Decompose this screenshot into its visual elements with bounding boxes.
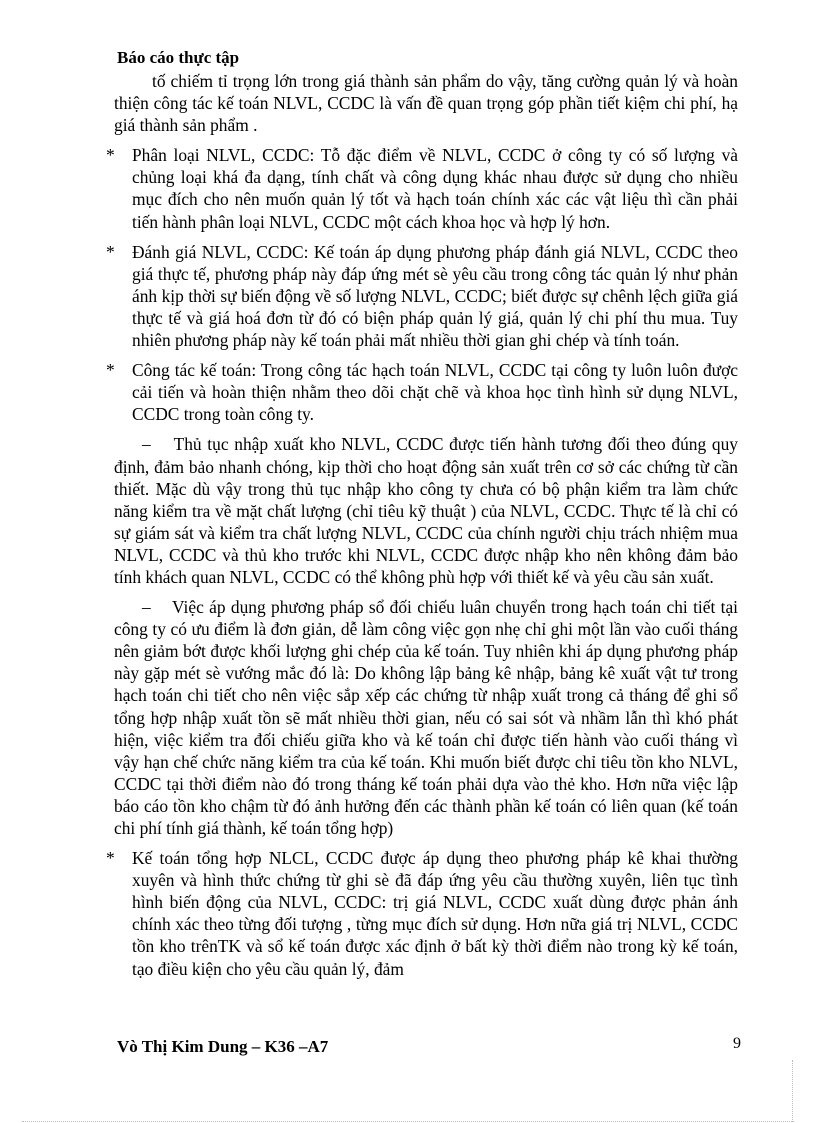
- bullet-general-accounting: [106, 847, 738, 980]
- bullet-mark: *: [106, 145, 115, 166]
- bullet-accounting-text: Công tác kế toán: Trong công tác hạch toán NLVL, CCDC tại công ty luôn luôn được cải tiến và hoàn thiện nhằm theo dõi chặt chẽ và khoa học tình hình sử dụng NLVL, CCDC trong toàn công ty.: [132, 360, 738, 425]
- bullet-valuation: [106, 241, 738, 351]
- intro-paragraph: tố chiếm tỉ trọng lớn trong giá thành sản phẩm do vậy, tăng cường quản lý và hoàn thiện công tác kế toán NLVL, CCDC là vấn đề quan trọng góp phần tiết kiệm chi phí, hạ giá thành sản phẩm .: [114, 71, 738, 136]
- bullet-general-accounting-text: Kế toán tổng hợp NLCL, CCDC được áp dụng theo phương pháp kê khai thường xuyên và hình thức chứng từ ghi sè đã đáp ứng yêu cầu thường xuyên, liên tục tình hình biến động của NLVL, CCDC: trị giá NLVL, CCDC xuất dùng được phản ánh chính xác theo từng đối tượng , từng mục đích sử dụng. Hơn nữa giá trị NLVL, CCDC tồn kho trênTK và sổ kế toán được xác định ở bất kỳ thời điểm nào trong kỳ kế toán, tạo điều kiện cho yêu cầu quản lý, đảm: [132, 848, 738, 979]
- footer-author: Vò Thị Kim Dung – K36 –A7: [117, 1037, 329, 1056]
- bullet-classification-text: Phân loại NLVL, CCDC: Tỗ đặc điểm về NLVL, CCDC ở công ty có số lượng và chủng loại khá đa dạng, tính chất và công dụng khác nhau được sử dụng cho nhiều mục đích cho nên muốn quản lý tốt và hạch toán chính xác các vật liệu thì cần phải tiến hành phân loại NLVL, CCDC một cách khoa học và hợp lý hơn.: [132, 145, 738, 232]
- page-right-divider: [792, 1060, 793, 1122]
- document-body: [106, 70, 738, 988]
- bullet-mark: *: [106, 848, 115, 869]
- dash-mark: –: [142, 597, 151, 618]
- bullet-mark: *: [106, 241, 115, 262]
- page-bottom-divider: [22, 1121, 794, 1122]
- report-header-title: Báo cáo thực tập: [117, 48, 240, 67]
- bullet-mark: *: [106, 360, 115, 381]
- bullet-classification: [106, 144, 738, 232]
- dash-procedure-text: Thủ tục nhập xuất kho NLVL, CCDC được tiến hành tương đối theo đúng quy định, đảm bảo nhanh chóng, kịp thời cho hoạt động sản xuất trên cơ sở các chứng từ cần thiết. Mặc dù vậy trong thủ tục nhập kho công ty chưa có bộ phận kiểm tra làm chức năng kiểm tra về mặt chất lượng (chỉ tiêu kỹ thuật ) của NLVL, CCDC. Thực tế là chỉ có sự giám sát và kiểm tra chất lượng NLVL, CCDC của chính người chịu trách nhiệm mua NLVL, CCDC và thủ kho trước khi NLVL, CCDC được nhập kho nên không đảm bảo tính khách quan NLVL, CCDC có thể không phù hợp với thiết kế và yêu cầu sản xuất.: [114, 434, 738, 587]
- dash-mark: –: [142, 434, 151, 455]
- dash-method: [114, 596, 738, 839]
- page-number: 9: [733, 1035, 741, 1052]
- dash-method-text: Việc áp dụng phương pháp sổ đối chiếu luân chuyển trong hạch toán chi tiết tại công ty có ưu điểm là đơn giản, dễ làm công việc gọn nhẹ chỉ ghi một lần vào cuối tháng nên giảm bớt được khối lượng ghi chép của kế toán. Tuy nhiên khi áp dụng phương pháp này gặp mét sè vướng mắc đó là: Do không lập bảng kê nhập, bảng kê xuất vật tư trong hạch toán chi tiết cho nên việc sắp xếp các chứng từ nhập xuất trong cả tháng để ghi sổ tổng hợp nhập xuất tồn sẽ mất nhiều thời gian, nếu có sai sót và nhầm lẫn thì khó phát hiện, việc kiểm tra đối chiếu giữa kho và kế toán chỉ được tiến hành vào cuối tháng vì vậy hạn chế chức năng kiểm tra của kế toán. Khi muốn biết được chỉ tiêu tồn kho NLVL, CCDC tại thời điểm nào đó trong tháng kế toán phải dựa vào thẻ kho. Hơn nữa việc lập báo cáo tồn kho chậm từ đó ảnh hưởng đến các thành phần kế toán có liên quan (kế toán chi phí tính giá thành, kế toán tổng hợp): [114, 597, 738, 838]
- dash-procedure: [114, 433, 738, 588]
- bullet-accounting: [106, 359, 738, 425]
- bullet-valuation-text: Đánh giá NLVL, CCDC: Kế toán áp dụng phương pháp đánh giá NLVL, CCDC theo giá thực tế, phương pháp này đáp ứng mét sè yêu cầu trong công tác quản lý như phản ánh kịp thời sự biến động về số lượng NLVL, CCDC; biết được sự chênh lệch giữa giá thực tế và giá hoá đơn từ đó có biện pháp quản lý giá, quản lý chi phí thu mua. Tuy nhiên phương pháp này kế toán phải mất nhiều thời gian ghi chép và tính toán.: [132, 241, 738, 351]
